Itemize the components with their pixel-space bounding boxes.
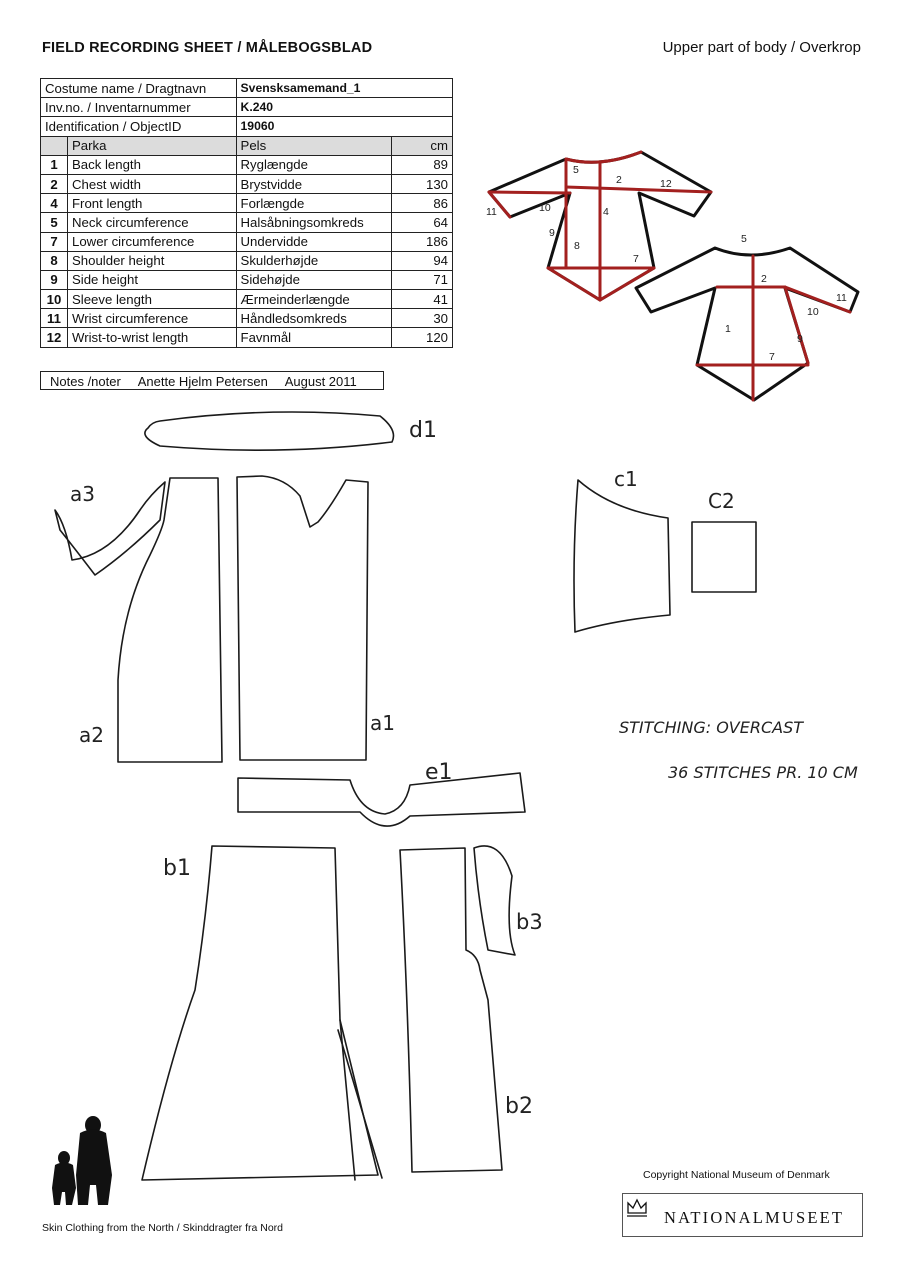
front-label-7: 7 bbox=[633, 253, 639, 265]
label-c1: c1 bbox=[614, 467, 638, 491]
measurement-value: 30 bbox=[392, 309, 453, 328]
inv-value: K.240 bbox=[236, 98, 452, 117]
measurement-number: 2 bbox=[41, 174, 68, 193]
measurement-name-da: Håndledsomkreds bbox=[236, 309, 391, 328]
piece-d1 bbox=[145, 412, 394, 450]
notes-date: August 2011 bbox=[284, 374, 357, 389]
series-title: Skin Clothing from the North / Skinddragter fra Nord bbox=[42, 1222, 284, 1234]
measurement-name-da: Brystvidde bbox=[236, 174, 391, 193]
pattern-pieces bbox=[55, 412, 756, 1180]
header-pels: Pels bbox=[236, 136, 391, 155]
piece-a1 bbox=[237, 476, 368, 760]
measurement-name-da: Ryglængde bbox=[236, 155, 391, 174]
piece-e1 bbox=[238, 773, 525, 826]
label-c2: C2 bbox=[708, 489, 735, 513]
notes-author: Anette Hjelm Petersen bbox=[137, 374, 268, 389]
measurement-number: 1 bbox=[41, 155, 68, 174]
measurement-number: 7 bbox=[41, 232, 68, 251]
measurement-number: 10 bbox=[41, 290, 68, 309]
measurement-name-en: Shoulder height bbox=[68, 251, 237, 270]
id-value: 19060 bbox=[236, 117, 452, 136]
piece-b2 bbox=[400, 848, 502, 1172]
inv-label: Inv.no. / Inventarnummer bbox=[41, 98, 237, 117]
back-label-5: 5 bbox=[741, 233, 747, 245]
notes-label: Notes /noter bbox=[50, 374, 121, 389]
measurement-name-en: Sleeve length bbox=[68, 290, 237, 309]
measurement-name-da: Sidehøjde bbox=[236, 270, 391, 289]
stitching-line-1: STITCHING: OVERCAST bbox=[619, 718, 803, 737]
front-label-10: 10 bbox=[539, 202, 551, 214]
piece-c2 bbox=[692, 522, 756, 592]
measurement-name-da: Undervidde bbox=[236, 232, 391, 251]
front-label-2: 2 bbox=[616, 174, 622, 186]
front-label-8: 8 bbox=[574, 240, 580, 252]
measurement-value: 94 bbox=[392, 251, 453, 270]
header-parka: Parka bbox=[68, 136, 237, 155]
measurement-name-en: Side height bbox=[68, 270, 237, 289]
sheet-title: FIELD RECORDING SHEET / MÅLEBOGSBLAD bbox=[42, 40, 373, 56]
measurement-name-en: Front length bbox=[68, 194, 237, 213]
piece-b1 bbox=[142, 846, 378, 1180]
back-label-11: 11 bbox=[836, 292, 847, 304]
front-label-5: 5 bbox=[573, 164, 579, 176]
measurement-name-en: Back length bbox=[68, 155, 237, 174]
measurement-value: 120 bbox=[392, 328, 453, 347]
back-label-10: 10 bbox=[807, 306, 819, 318]
label-a3: a3 bbox=[70, 482, 95, 506]
label-a2: a2 bbox=[79, 723, 104, 747]
measurement-name-en: Neck circumference bbox=[68, 213, 237, 232]
measurement-name-da: Favnmål bbox=[236, 328, 391, 347]
measurement-name-en: Wrist-to-wrist length bbox=[68, 328, 237, 347]
measurement-number: 8 bbox=[41, 251, 68, 270]
front-label-12: 12 bbox=[660, 178, 672, 190]
measurement-name-en: Chest width bbox=[68, 174, 237, 193]
id-label: Identification / ObjectID bbox=[41, 117, 237, 136]
front-label-9: 9 bbox=[549, 227, 555, 239]
measurement-number: 9 bbox=[41, 270, 68, 289]
measurement-value: 41 bbox=[392, 290, 453, 309]
measurement-number: 12 bbox=[41, 328, 68, 347]
label-e1: e1 bbox=[425, 760, 453, 785]
measurement-value: 64 bbox=[392, 213, 453, 232]
costume-label: Costume name / Dragtnavn bbox=[41, 79, 237, 98]
stitching-line-2: 36 STITCHES PR. 10 CM bbox=[668, 763, 858, 782]
measurement-value: 130 bbox=[392, 174, 453, 193]
copyright-text: Copyright National Museum of Denmark bbox=[643, 1169, 830, 1181]
back-label-9: 9 bbox=[797, 333, 803, 345]
measurement-number: 5 bbox=[41, 213, 68, 232]
measurement-number: 11 bbox=[41, 309, 68, 328]
back-label-2: 2 bbox=[761, 273, 767, 285]
measurement-name-da: Skulderhøjde bbox=[236, 251, 391, 270]
label-b1: b1 bbox=[163, 856, 191, 881]
piece-c1 bbox=[574, 480, 670, 632]
front-label-11: 11 bbox=[486, 206, 497, 218]
label-b3: b3 bbox=[516, 910, 543, 934]
measurement-value: 71 bbox=[392, 270, 453, 289]
label-a1: a1 bbox=[370, 711, 395, 735]
measurement-name-da: Halsåbningsomkreds bbox=[236, 213, 391, 232]
museum-name: NATIONALMUSEET bbox=[664, 1208, 845, 1227]
label-d1: d1 bbox=[409, 418, 437, 443]
measurement-name-en: Wrist circumference bbox=[68, 309, 237, 328]
front-label-4: 4 bbox=[603, 206, 609, 218]
back-garment-diagram bbox=[636, 233, 858, 400]
measurement-value: 186 bbox=[392, 232, 453, 251]
sheet-subtitle: Upper part of body / Overkrop bbox=[662, 39, 861, 56]
front-garment-diagram bbox=[486, 152, 711, 300]
measurement-name-da: Forlængde bbox=[236, 194, 391, 213]
measurement-name-en: Lower circumference bbox=[68, 232, 237, 251]
piece-a2 bbox=[118, 478, 222, 762]
piece-b3 bbox=[474, 846, 515, 955]
skin-clothing-figures-icon bbox=[52, 1116, 112, 1205]
pattern-labels bbox=[70, 418, 735, 1119]
measurement-number: 4 bbox=[41, 194, 68, 213]
back-label-1: 1 bbox=[725, 323, 731, 335]
measurement-name-da: Ærmeinderlængde bbox=[236, 290, 391, 309]
back-label-7: 7 bbox=[769, 351, 775, 363]
label-b2: b2 bbox=[505, 1094, 533, 1119]
costume-value: Svensksamemand_1 bbox=[236, 79, 452, 98]
measurement-value: 86 bbox=[392, 194, 453, 213]
piece-b1-slit bbox=[338, 1030, 382, 1178]
measurement-value: 89 bbox=[392, 155, 453, 174]
header-unit: cm bbox=[392, 136, 453, 155]
